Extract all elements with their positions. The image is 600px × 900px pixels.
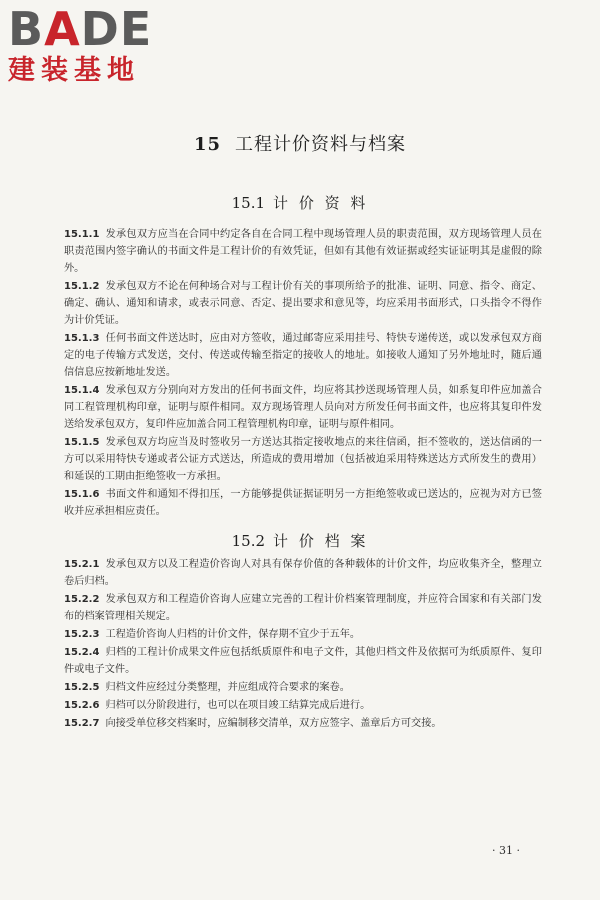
chapter-title (0, 130, 600, 156)
chapter-name: 工程计价资料与档案 (235, 134, 407, 155)
clause-text: 发承包双方应当在合同中约定各自在合同工程中现场管理人员的职责范围，双方现场管理人员在职责范围内签字确认的书面文件是工程计价的有效凭证，但如有其他有效证据或经实证证明其是虚假的除外。 (64, 229, 542, 274)
clause (64, 591, 542, 625)
clause-text: 发承包双方不论在何种场合对与工程计价有关的事项所给予的批准、证明、同意、指令、商定、确定、确认、通知和请求，或表示同意、否定、提出要求和意见等，均应采用书面形式，口头指令不得作为计价凭证。 (64, 281, 542, 326)
clause-number: 15.2.5 (64, 682, 100, 693)
clause (64, 679, 542, 696)
clause-number: 15.1.2 (64, 281, 100, 292)
section-number: 15.1 (231, 194, 266, 212)
clause-text: 发承包双方分别向对方发出的任何书面文件，均应将其抄送现场管理人员，如系复印件应加盖合同工程管理机构印章，证明与原件相同。双方现场管理人员向对方所发任何书面文件，也应将其复印件发送给发承包双方，复印件应加盖合同工程管理机构印章，证明与原件相同。 (64, 385, 542, 430)
section-number: 15.2 (231, 532, 266, 550)
clause (64, 644, 542, 678)
clause-text: 任何书面文件送达时，应由对方签收，通过邮寄应采用挂号、特快专递传送，或以发承包双方商定的电子传输方式发送，交付、传送或传输至指定的接收人的地址。如接收人通知了另外地址时，随后通信信息应按新地址发送。 (64, 333, 542, 378)
chapter-number: 15 (193, 134, 222, 155)
logo-letters-post: DE (80, 2, 153, 56)
clause-number: 15.2.6 (64, 700, 100, 711)
section-name: 计 价 资 料 (273, 194, 369, 212)
clause (64, 226, 542, 277)
clause (64, 556, 542, 590)
clause (64, 715, 542, 732)
clause-number: 15.1.1 (64, 229, 100, 240)
clause (64, 278, 542, 329)
clause-number: 15.1.6 (64, 489, 100, 500)
clause (64, 330, 542, 381)
page-number: · 31 · (492, 844, 520, 857)
clause-text: 发承包双方以及工程造价咨询人对具有保存价值的各种载体的计价文件，均应收集齐全，整理立卷后归档。 (64, 559, 542, 587)
clause-text: 归档文件应经过分类整理，并应组成符合要求的案卷。 (105, 682, 350, 693)
clause-number: 15.2.7 (64, 718, 100, 729)
clause (64, 434, 542, 485)
clause-number: 15.2.1 (64, 559, 100, 570)
clause (64, 382, 542, 433)
clause-text: 归档可以分阶段进行，也可以在项目竣工结算完成后进行。 (105, 700, 371, 711)
section-15-1-clauses (64, 226, 542, 521)
clause-text: 工程造价咨询人归档的计价文件，保存期不宜少于五年。 (105, 629, 361, 640)
section-title (0, 530, 600, 551)
clause (64, 697, 542, 714)
clause-text: 向接受单位移交档案时，应编制移交清单，双方应签字、盖章后方可交接。 (105, 718, 442, 729)
clause-text: 书面文件和通知不得扣压，一方能够提供证据证明另一方拒绝签收或已送达的，应视为对方已签收并应承担相应责任。 (64, 489, 542, 517)
clause-number: 15.2.3 (64, 629, 100, 640)
clause-text: 发承包双方均应当及时签收另一方送达其指定接收地点的来往信函，拒不签收的，送达信函的一方可以采用特快专递或者公证方式送达，所造成的费用增加（包括被迫采用特殊送达方式所发生的费用）和延误的工期由拒绝签收一方承担。 (64, 437, 542, 482)
clause-text: 发承包双方和工程造价咨询人应建立完善的工程计价档案管理制度，并应符合国家和有关部门发布的档案管理相关规定。 (64, 594, 542, 622)
logo-subtitle: 建装基地 (8, 55, 140, 86)
clause-text: 归档的工程计价成果文件应包括纸质原件和电子文件，其他归档文件及依据可为纸质原件、复印件或电子文件。 (64, 647, 542, 675)
logo-wordmark (8, 2, 188, 56)
section-name: 计 价 档 案 (273, 532, 369, 550)
clause-number: 15.2.4 (64, 647, 100, 658)
brand-logo (8, 2, 188, 88)
clause (64, 486, 542, 520)
clause-number: 15.1.3 (64, 333, 100, 344)
clause-number: 15.1.5 (64, 437, 100, 448)
logo-letter-accent: A (44, 2, 81, 56)
section-15-2-clauses (64, 556, 542, 733)
clause-number: 15.1.4 (64, 385, 100, 396)
clause-number: 15.2.2 (64, 594, 100, 605)
clause (64, 626, 542, 643)
logo-letters-pre: B (8, 2, 45, 56)
section-title (0, 192, 600, 213)
